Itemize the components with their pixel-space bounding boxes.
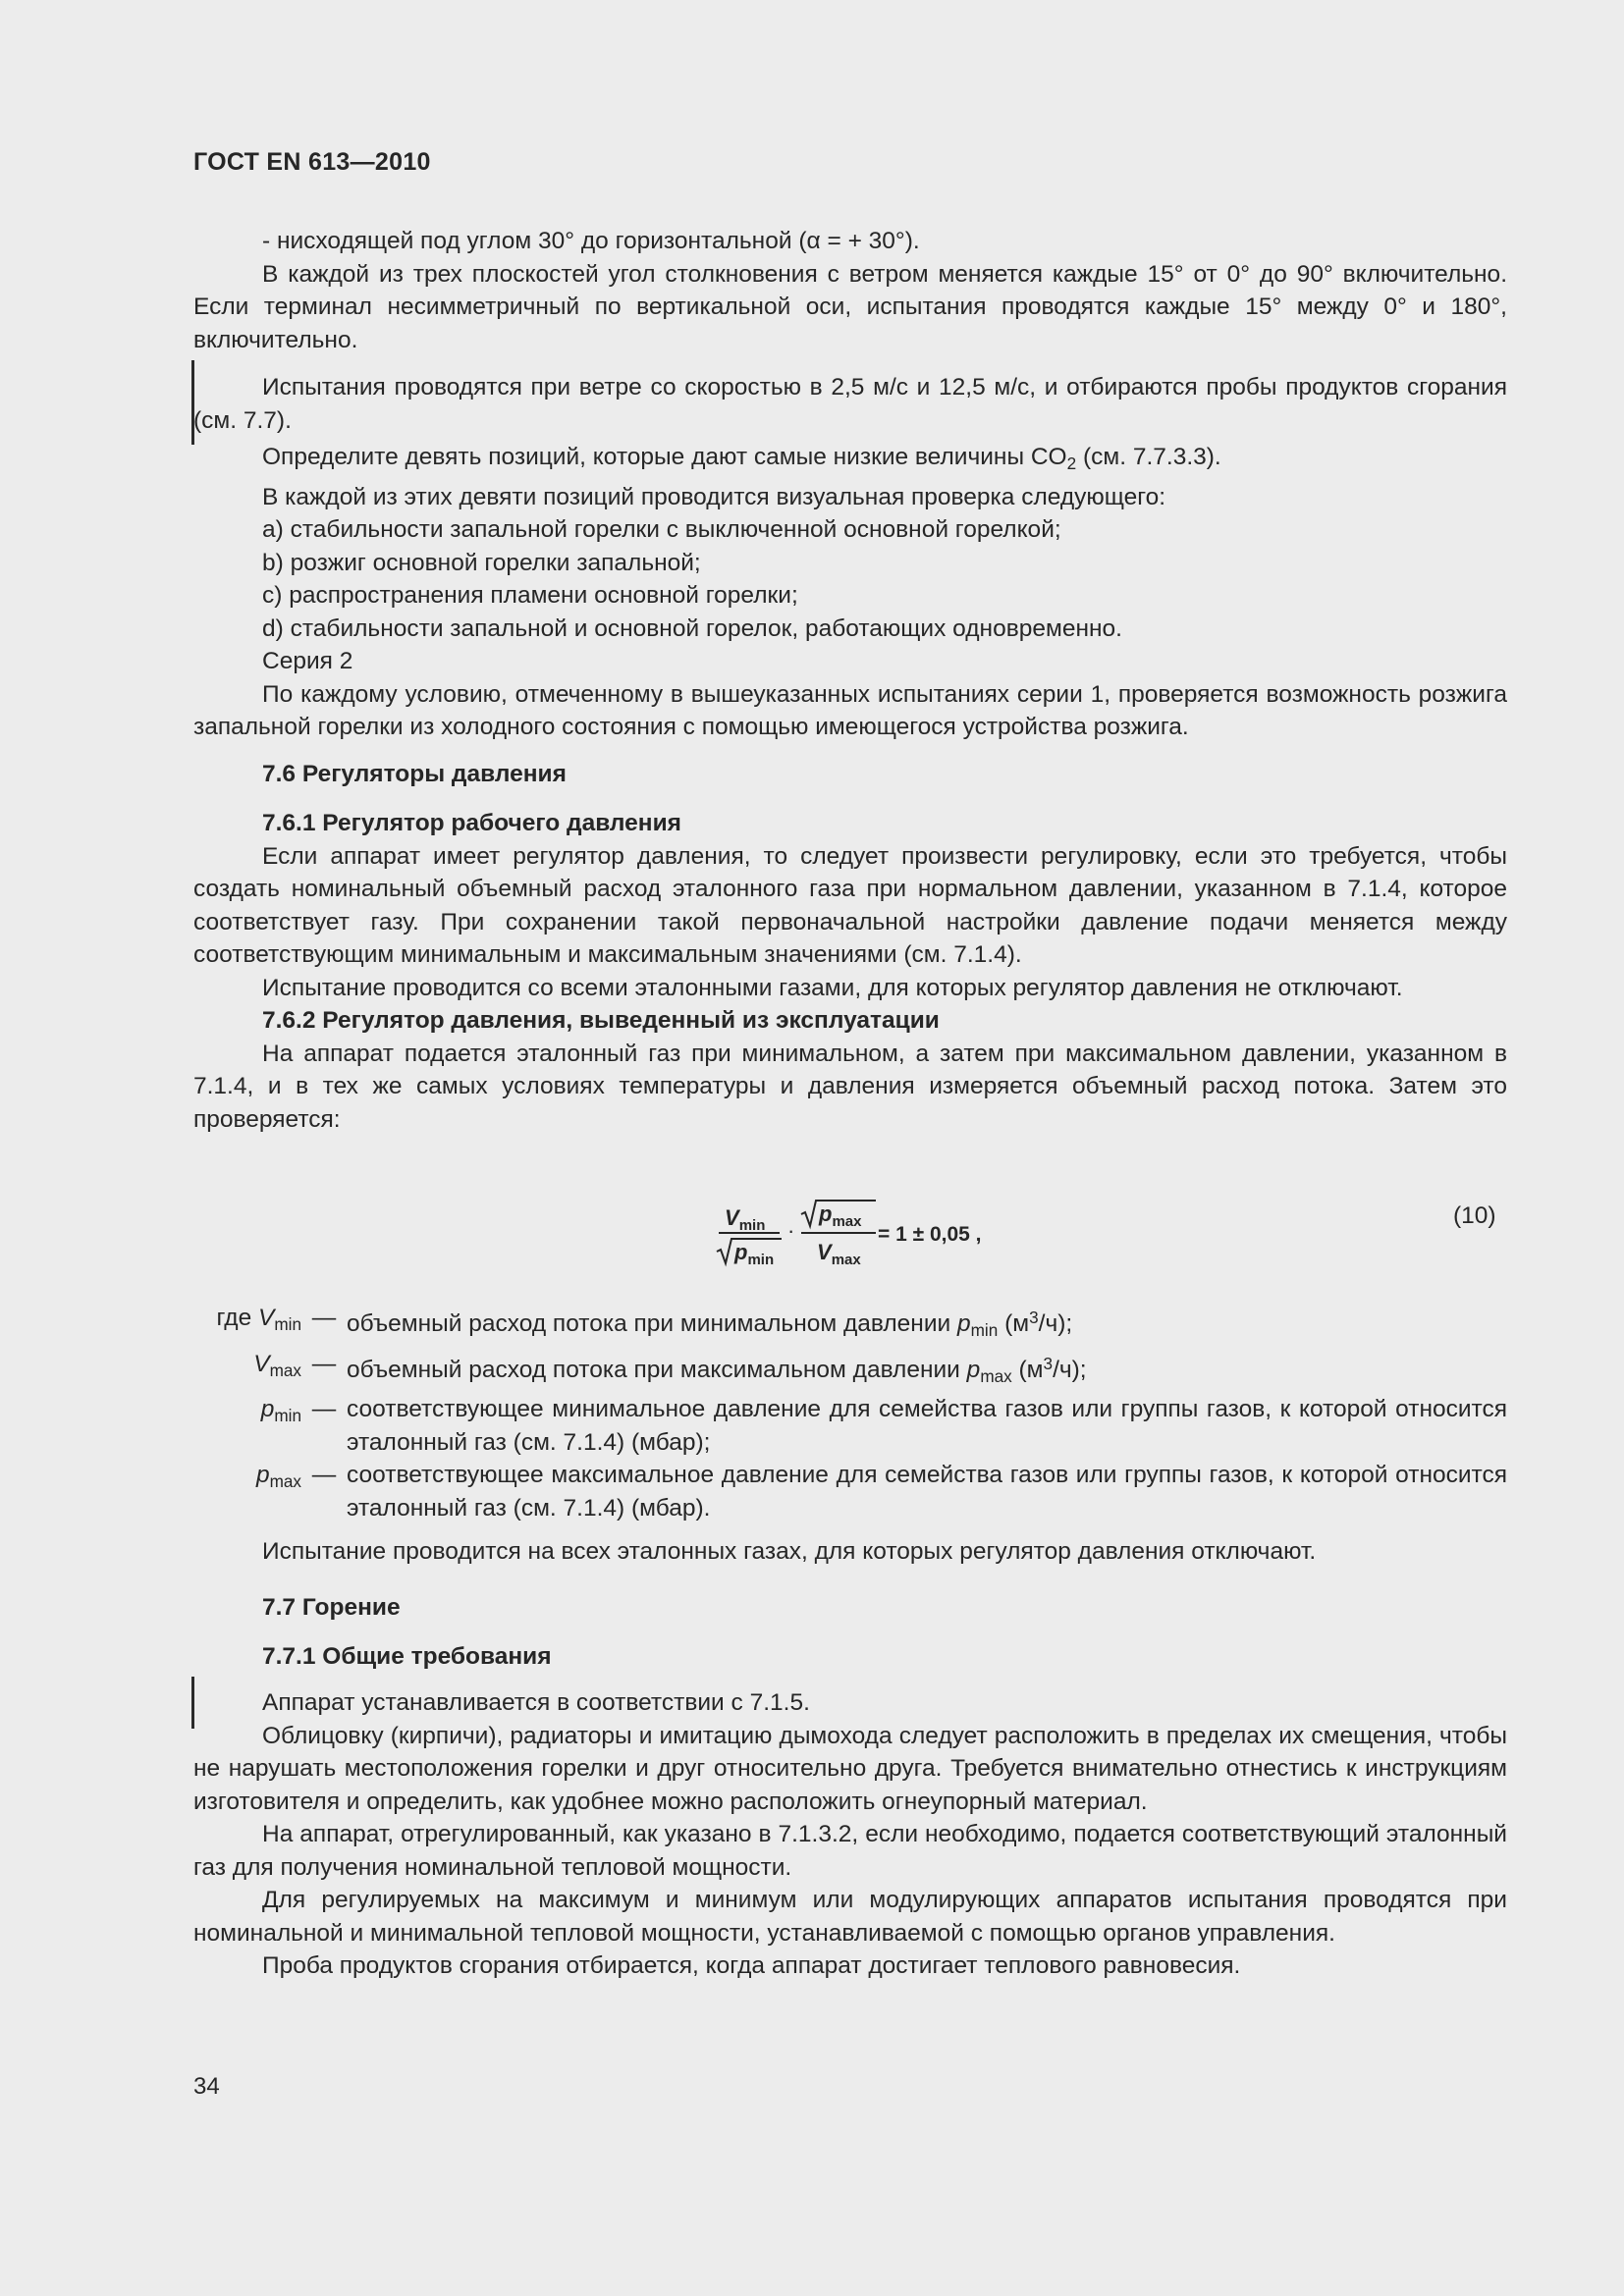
block-wind-speed xyxy=(193,371,1507,437)
paragraph: Серия 2 xyxy=(262,648,353,674)
definition-symbol: где $V_{min}$ xyxy=(216,1305,301,1334)
subsection-heading: 7.6.2 Регулятор давления, выведенный из эксплуатации xyxy=(262,1007,940,1034)
section-7-7-body xyxy=(193,1686,1507,1983)
p-max-num: $p_{max}$ xyxy=(819,1201,862,1230)
section-7-6-body xyxy=(193,807,1507,1136)
list-item: a) стабильности запальной горелки с выключенной основной горелкой; xyxy=(262,516,1061,543)
definition-text: объемный расход потока при максимальном давлении $p_{max}$ $(м^3/ч)$; xyxy=(347,1353,1087,1386)
paragraph: Испытание проводится со всеми эталонными газами, для которых регулятор давления не отключают. xyxy=(262,974,1403,1001)
definition-text: соответствующее минимальное давление для семейства газов или группы газов, к которой относится эталонный газ (см. 7.1.4) (мбар); xyxy=(347,1396,1507,1456)
section-7-7-1-heading-block xyxy=(193,1640,1507,1674)
definitions-list xyxy=(193,1302,1507,1524)
formula-graphic xyxy=(711,1193,1005,1271)
definition-symbol: $V_{max}$ xyxy=(253,1350,301,1380)
definition-dash: — xyxy=(311,1350,337,1377)
multiply-dot: · xyxy=(787,1218,795,1243)
paragraph: Если аппарат имеет регулятор давления, то следует произвести регулировку, если это требуется, чтобы создать номинальный объемный расход эталонного газа при нормальном давлении, указанном в 7.1.4, которое соответствует газу. При сохранении такой первоначальной настройки давление подачи меняется между соответствующим минимальным и максимальным значениями (см. 7.1.4). xyxy=(193,842,1507,968)
paragraph: На аппарат, отрегулированный, как указано в 7.1.3.2, если необходимо, подается соответствующий эталонный газ для получения номинальной тепловой мощности. xyxy=(193,1821,1507,1881)
subsection-heading: 7.6.1 Регулятор рабочего давления xyxy=(262,810,681,836)
paragraph-co2: Определите девять позиций, которые дают самые низкие величины $CO_2$ (см. 7.7.3.3). xyxy=(262,444,1221,473)
definition-row xyxy=(193,1459,1507,1524)
paragraph: Для регулируемых на максимум и минимум или модулирующих аппаратов испытания проводятся при номинальной и минимальной тепловой мощности, устанавливаемой с помощью органов управления. xyxy=(193,1887,1507,1947)
definition-text: соответствующее максимальное давление для семейства газов или группы газов, к которой относится эталонный газ (см. 7.1.4) (мбар). xyxy=(347,1462,1507,1522)
paragraph: - нисходящей под углом 30° до горизонтальной (α = + 30°). xyxy=(262,228,920,254)
subsection-heading: 7.7.1 Общие требования xyxy=(262,1643,552,1670)
section-heading: 7.7 Горение xyxy=(262,1594,401,1621)
document-header: ГОСТ EN 613—2010 xyxy=(193,148,431,176)
list-item: c) распространения пламени основной горелки; xyxy=(262,582,798,609)
definition-dash: — xyxy=(311,1396,337,1422)
list-item: d) стабильности запальной и основной горелок, работающих одновременно. xyxy=(262,614,1122,642)
definition-row xyxy=(193,1393,1507,1459)
after-definitions xyxy=(193,1535,1507,1569)
definition-row xyxy=(193,1302,1507,1348)
paragraph: По каждому условию, отмеченному в вышеуказанных испытаниях серии 1, проверяется возможность розжига запальной горелки из холодного состояния с помощью имеющегося устройства розжига. xyxy=(193,680,1507,740)
section-heading: 7.6 Регуляторы давления xyxy=(262,761,567,787)
equation-number: (10) xyxy=(1453,1202,1496,1229)
paragraph: Аппарат устанавливается в соответствии с 7.1.5. xyxy=(262,1689,810,1716)
definition-symbol: $p_{max}$ xyxy=(255,1462,301,1491)
definition-dash: — xyxy=(311,1305,337,1331)
block-wind-angles xyxy=(193,225,1507,356)
list-item: b) розжиг основной горелки запальной; xyxy=(262,549,701,576)
formula xyxy=(711,1193,1005,1271)
definition-symbol: $p_{min}$ xyxy=(260,1396,301,1425)
v-min-num: $V_{min}$ xyxy=(725,1205,766,1234)
paragraph: В каждой из этих девяти позиций проводится визуальная проверка следующего: xyxy=(262,483,1166,510)
section-7-7-heading-block xyxy=(193,1591,1507,1625)
paragraph: Облицовку (кирпичи), радиаторы и имитацию дымохода следует расположить в пределах их смещения, чтобы не нарушать местоположения горелки и друг относительно друга. Требуется внимательно отнестись к инструкциям изготовителя и определить, как удобнее можно расположить огнеупорный материал. xyxy=(193,1722,1507,1815)
paragraph: Испытания проводятся при ветре со скоростью в 2,5 м/с и 12,5 м/с, и отбираются пробы продуктов сгорания (см. 7.7). xyxy=(193,374,1507,434)
v-max-den: $V_{max}$ xyxy=(817,1240,861,1268)
p-min-den: $p_{min}$ xyxy=(734,1240,775,1268)
section-7-6-heading-block xyxy=(193,758,1507,791)
definition-row xyxy=(193,1348,1507,1394)
formula-rhs: = 1 ± 0,05 , xyxy=(878,1223,982,1246)
paragraph: На аппарат подается эталонный газ при минимальном, а затем при максимальном давлении, указанном в 7.1.4, и в тех же самых условиях температуры и давления измеряется объемный расход потока. Затем это проверяется: xyxy=(193,1040,1507,1133)
definition-dash: — xyxy=(311,1462,337,1488)
page-number: 34 xyxy=(193,2073,220,2100)
paragraph: Испытание проводится на всех эталонных газах, для которых регулятор давления отключают. xyxy=(262,1538,1317,1565)
paragraph: Проба продуктов сгорания отбирается, когда аппарат достигает теплового равновесия. xyxy=(262,1952,1241,1979)
block-positions xyxy=(193,441,1507,744)
definition-text: объемный расход потока при минимальном давлении $p_{min}$ $(м^3/ч)$; xyxy=(347,1308,1073,1340)
paragraph: В каждой из трех плоскостей угол столкновения с ветром меняется каждые 15° от 0° до 90° включительно. Если терминал несимметричный по вертикальной оси, испытания проводятся каждые 15° между 0° и 180°, включительно. xyxy=(193,260,1507,353)
